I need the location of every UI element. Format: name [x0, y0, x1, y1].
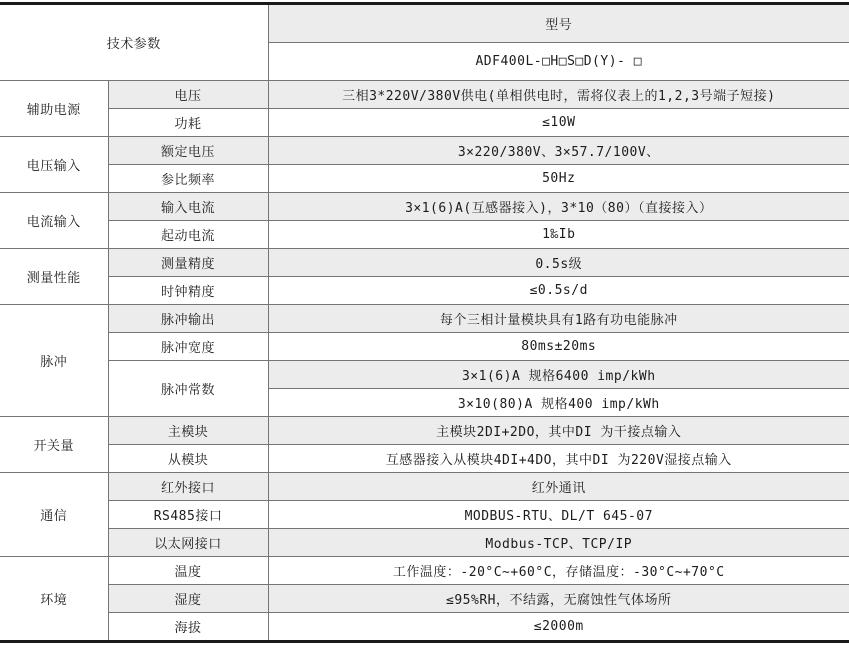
table-title: 技术参数: [0, 4, 268, 81]
model-column-header: 型号: [268, 4, 849, 43]
model-number: ADF400L-□H□S□D(Y)- □: [268, 43, 849, 81]
param-value-cell: 80ms±20ms: [268, 333, 849, 361]
param-label-cell: 主模块: [108, 417, 268, 445]
category-measurement-performance: 测量性能: [0, 249, 108, 305]
param-value-cell: 3×220/380V、3×57.7/100V、: [268, 137, 849, 165]
param-label-cell: 脉冲宽度: [108, 333, 268, 361]
param-value-cell: 3×10(80)A 规格400 imp/kWh: [268, 389, 849, 417]
param-value-cell: ≤10W: [268, 109, 849, 137]
param-value-cell: ≤0.5s/d: [268, 277, 849, 305]
category-voltage-input: 电压输入: [0, 137, 108, 193]
param-label-cell: 湿度: [108, 585, 268, 613]
param-value-cell: ≤2000m: [268, 613, 849, 642]
category-digital-io: 开关量: [0, 417, 108, 473]
param-label-cell: 以太网接口: [108, 529, 268, 557]
param-label-cell: 红外接口: [108, 473, 268, 501]
category-auxiliary-power: 辅助电源: [0, 81, 108, 137]
param-value-cell: Modbus-TCP、TCP/IP: [268, 529, 849, 557]
param-value-cell: 1‰Ib: [268, 221, 849, 249]
param-label-cell: 脉冲输出: [108, 305, 268, 333]
param-value-cell: ≤95%RH，不结露，无腐蚀性气体场所: [268, 585, 849, 613]
param-label-cell: 脉冲常数: [108, 361, 268, 417]
param-label-cell: 功耗: [108, 109, 268, 137]
spec-table: [0, 2, 849, 643]
param-value-cell: 3×1(6)A 规格6400 imp/kWh: [268, 361, 849, 389]
param-value-cell: 红外通讯: [268, 473, 849, 501]
param-value-cell: 三相3*220V/380V供电(单相供电时，需将仪表上的1,2,3号端子短接): [268, 81, 849, 109]
param-label-cell: 电压: [108, 81, 268, 109]
param-label-cell: 额定电压: [108, 137, 268, 165]
param-label-cell: 测量精度: [108, 249, 268, 277]
param-label-cell: RS485接口: [108, 501, 268, 529]
param-label-cell: 温度: [108, 557, 268, 585]
param-label-cell: 输入电流: [108, 193, 268, 221]
param-label-cell: 时钟精度: [108, 277, 268, 305]
param-label-cell: 参比频率: [108, 165, 268, 193]
param-value-cell: 工作温度：-20°C~+60°C，存储温度：-30°C~+70°C: [268, 557, 849, 585]
param-value-cell: 0.5s级: [268, 249, 849, 277]
category-communication: 通信: [0, 473, 108, 557]
param-label-cell: 从模块: [108, 445, 268, 473]
param-value-cell: 50Hz: [268, 165, 849, 193]
param-label-cell: 海拔: [108, 613, 268, 642]
category-environment: 环境: [0, 557, 108, 642]
category-current-input: 电流输入: [0, 193, 108, 249]
param-label-cell: 起动电流: [108, 221, 268, 249]
param-value-cell: 主模块2DI+2DO，其中DI 为干接点输入: [268, 417, 849, 445]
param-value-cell: MODBUS-RTU、DL/T 645-07: [268, 501, 849, 529]
param-value-cell: 互感器接入从模块4DI+4DO，其中DI 为220V湿接点输入: [268, 445, 849, 473]
category-pulse: 脉冲: [0, 305, 108, 417]
param-value-cell: 每个三相计量模块具有1路有功电能脉冲: [268, 305, 849, 333]
param-value-cell: 3×1(6)A(互感器接入)，3*10（80）（直接接入）: [268, 193, 849, 221]
